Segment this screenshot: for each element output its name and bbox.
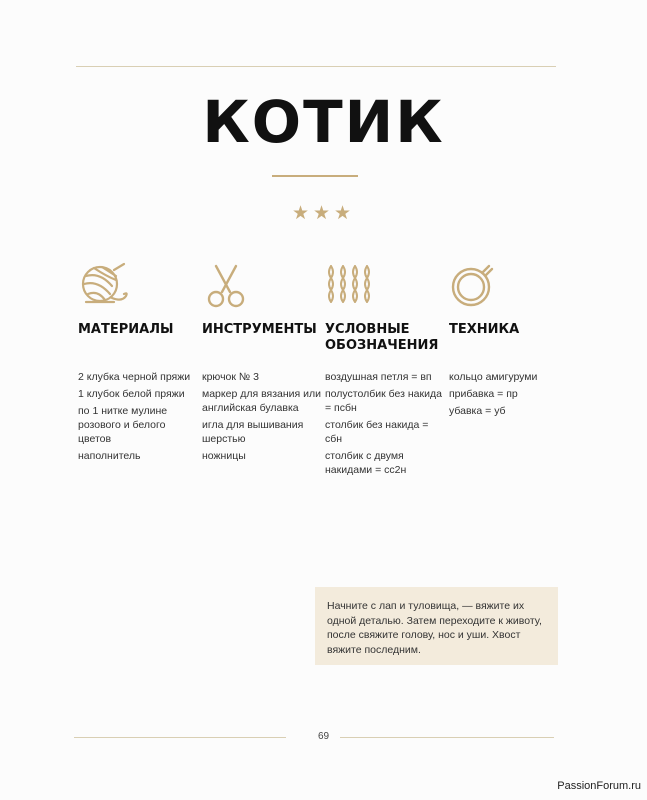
technique-heading: ТЕХНИКА [449, 322, 520, 337]
footer-rule-right [340, 737, 554, 738]
list-item: крючок № 3 [202, 371, 259, 383]
list-item: столбик с двумя накидами = сс2н [325, 450, 407, 476]
list-item: маркер для вязания или английская булавка [202, 388, 321, 414]
knit-stitches-icon [325, 262, 373, 310]
scissors-icon [202, 262, 250, 310]
watermark: PassionForum.ru [557, 780, 641, 792]
page-number: 69 [317, 731, 330, 742]
abbreviations-column [325, 262, 447, 480]
tools-column [202, 262, 324, 466]
materials-list [78, 370, 200, 463]
list-item: кольцо амигуруми [449, 371, 538, 383]
tools-heading: ИНСТРУМЕНТЫ [202, 322, 317, 337]
list-item: 1 клубок белой пряжи [78, 388, 185, 400]
materials-column [78, 262, 200, 466]
yarn-ball-icon [78, 262, 132, 310]
tools-list [202, 370, 324, 463]
instruction-note: Начните с лап и туловища, — вяжите их одной деталью. Затем переходите к животу, после свяжите голову, нос и уши. Хвост вяжите последним. [315, 587, 558, 665]
title-underline [272, 175, 358, 177]
hoop-icon [449, 262, 497, 310]
list-item: ножницы [202, 450, 246, 462]
list-item: прибавка = пр [449, 388, 518, 400]
list-item: наполнитель [78, 450, 141, 462]
materials-heading: МАТЕРИАЛЫ [78, 322, 174, 337]
difficulty-stars: ★★★ [291, 203, 356, 224]
abbreviations-heading: УСЛОВНЫЕ ОБОЗНАЧЕНИЯ [325, 322, 439, 353]
list-item: убавка = уб [449, 405, 506, 417]
page-title: КОТИК [202, 88, 445, 156]
technique-column [449, 262, 571, 421]
list-item: столбик без накида = сбн [325, 419, 429, 445]
top-rule [76, 66, 556, 67]
list-item: полустолбик без накида = псбн [325, 388, 442, 414]
list-item: 2 клубка черной пряжи [78, 371, 191, 383]
technique-list [449, 370, 571, 418]
list-item: по 1 нитке мулине розового и белого цветов [78, 405, 168, 445]
list-item: игла для вышивания шерстью [202, 419, 304, 445]
abbreviations-list [325, 370, 447, 477]
list-item: воздушная петля = вп [325, 371, 432, 383]
